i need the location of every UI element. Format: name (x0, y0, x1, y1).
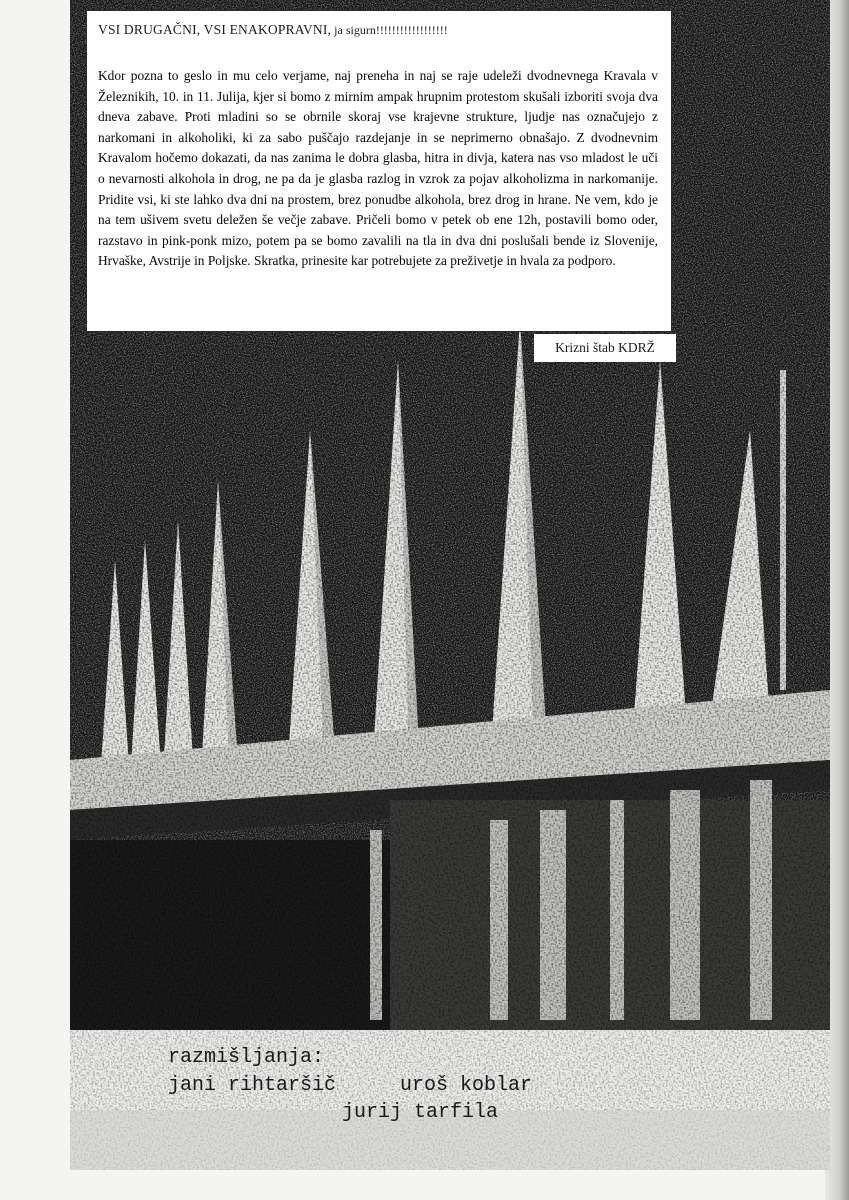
notice-body: Kdor pozna to geslo in mu celo verjame, naj preneha in naj se raje udeleži dvodnevnega Kravala v Železnikih, 10. in 11. Julija, kjer si bomo z mirnim ampak hrupnim protestom skušali izboriti svoja dva dneva zabave. Proti mladini so se obrnile skoraj vse krajevne strukture, ljudje nas označujejo z narkomani in alkoholiki, ki za sabo puščajo razdejanje in se neprimerno obnašajo. Z dvodnevnim Kravalom hočemo dokazati, da nas zanima le dobra glasba, hitra in divja, katera nas vso mladost le uči o nevarnosti alkohola in drog, ne pa da je glasba razlog in vzrok za pojav alkoholizma in narkomanije. Pridite vsi, ki ste lahko dva dni na prostem, brez ponudbe alkohola, brez drog in hrane. Ne vem, kdo je na tem ušivem svetu deležen še večje zabave. Pričeli bomo v petek ob ene 12h, postavili bomo oder, razstavo in pink-ponk mizo, potem pa se bomo zavalili na tla in dva dni poslušali bende iz Slovenije, Hrvaške, Avstrije in Poljske. Skratka, prinesite kar potrebujete za preživetje in hvala za podporo. (98, 68, 658, 269)
notice-title-suffix: ja sigurn!!!!!!!!!!!!!!!!!! (331, 23, 448, 37)
protest-notice (86, 10, 672, 332)
credits-heading: razmišljanja: (168, 1046, 325, 1069)
notice-title (98, 22, 448, 38)
author-name: uroš koblar (400, 1074, 533, 1097)
author-name: jurij tarfila (342, 1101, 499, 1124)
notice-title-main: VSI DRUGAČNI, VSI ENAKOPRAVNI, (98, 22, 332, 37)
notice-signature: Krizni štab KDRŽ (534, 334, 676, 362)
author-name: jani rihtaršič (168, 1074, 337, 1097)
